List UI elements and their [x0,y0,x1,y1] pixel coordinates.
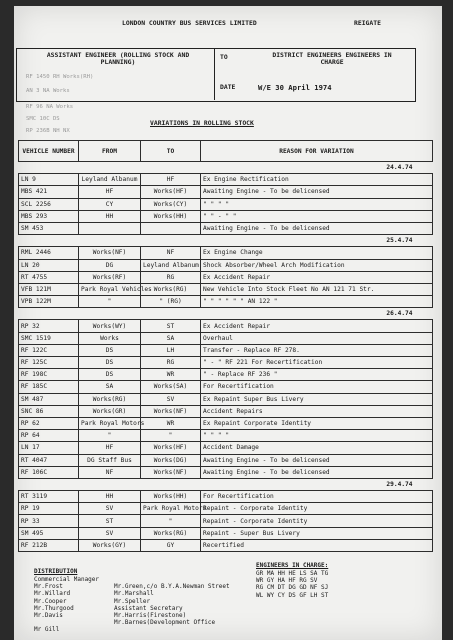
distribution-entry: Mr Gill [34,626,60,634]
from-cell: DS [79,344,141,356]
from-cell: DS [79,369,141,381]
from-cell: Works(RF) [79,271,141,283]
to-cell: Works(HF) [141,186,201,198]
vehicle-cell: SCL 2256 [19,198,79,210]
reason-cell: Ex Accident Repair [201,320,433,332]
vehicle-cell: LN 20 [19,259,79,271]
distribution-entry: Mr.Frost [34,583,63,591]
from-cell: DG Staff Bus [79,454,141,466]
rolling-stock-table [18,140,433,552]
reason-cell: Transfer - Replace RF 278. [201,344,433,356]
vehicle-cell: SMC 1519 [19,332,79,344]
distribution-entry: Mr.Thurgood [34,604,74,612]
from-cell: Leyland Albanum [79,174,141,186]
table-row [19,527,433,539]
to-cell: Works(HF) [141,442,201,454]
from-cell: Park Royal Vehicles [79,283,141,295]
reason-cell: Repaint - Corporate Identity [201,515,433,527]
from-cell: Park Royal Motors [79,417,141,429]
memo-to: DISTRICT ENGINEERS ENGINEERS IN CHARGE [272,51,392,66]
from-cell: Works [79,332,141,344]
table-row [19,369,433,381]
col-header-from: FROM [79,141,141,162]
reason-cell: For Recertification [201,381,433,393]
table-row [19,344,433,356]
vehicle-cell: RF 185C [19,381,79,393]
from-cell: NF [79,466,141,478]
ghost-line: RF 96 NA Works [26,104,74,110]
distribution-entry: Mr.Barnes(Development Office [114,619,216,627]
date-label: DATE [220,83,236,91]
to-cell: ST [141,320,201,332]
table-row [19,174,433,186]
distribution-entry: RG CM DT DG GD NF SJ [256,584,329,592]
from-cell: Works(GR) [79,405,141,417]
distribution-entry [114,576,230,583]
to-cell: Works(DG) [141,454,201,466]
reason-cell: Awaiting Engine - To be delicensed [201,454,433,466]
vehicle-cell: RP 32 [19,320,79,332]
to-cell: NF [141,247,201,259]
reason-cell: Awaiting Engine - To be delicensed [201,222,433,234]
reason-cell: Accident Damage [201,442,433,454]
distribution-entry [34,619,99,626]
date-divider: 26.4.74 [19,308,433,320]
location: REIGATE [354,19,381,27]
date-divider: 24.4.74 [19,162,433,174]
from-cell: HF [79,442,141,454]
from-cell: DS [79,357,141,369]
reason-cell: Shock Absorber/Wheel Arch Modification [201,259,433,271]
to-cell: " [141,515,201,527]
table-row [19,222,433,234]
from-cell: SV [79,527,141,539]
reason-cell: New Vehicle Into Stock Fleet No AN 121 71 Str. [201,283,433,295]
ghost-line: RF 1450 RH Works(RH) [26,74,94,80]
table-row [19,393,433,405]
reason-cell: Recertified [201,539,433,551]
section-title: VARIATIONS IN ROLLING STOCK [150,119,254,127]
distribution-label: DISTRIBUTION [34,568,78,575]
to-cell [141,222,201,234]
table-row [19,210,433,222]
vehicle-cell: SM 487 [19,393,79,405]
engineers-label: ENGINEERS IN CHARGE: [256,562,329,569]
distribution-entry: Mr.Speller [114,597,151,605]
table-row [19,283,433,295]
vehicle-cell: RT 4047 [19,454,79,466]
vehicle-cell: RP 19 [19,503,79,515]
table-row [19,454,433,466]
table-row [19,320,433,332]
vehicle-cell: RP 64 [19,430,79,442]
table-row [19,259,433,271]
from-cell: " [79,296,141,308]
reason-cell: " " " " [201,430,433,442]
table-row [19,442,433,454]
table-row [19,430,433,442]
to-cell: Works(HH) [141,491,201,503]
from-cell: HF [79,186,141,198]
from-cell: " [79,430,141,442]
distribution-mid-list [114,576,230,626]
to-cell: Leyland Albanum [141,259,201,271]
reason-cell: " - " RF 221 For Recertification [201,357,433,369]
vehicle-cell: RP 62 [19,417,79,429]
reason-cell: Repaint - Corporate Identity [201,503,433,515]
to-cell: RG [141,271,201,283]
memo-sheet [14,6,442,640]
vehicle-cell: VPB 122M [19,296,79,308]
table-row [19,381,433,393]
to-cell: GY [141,539,201,551]
distribution-entry: Mr.Cooper [34,597,67,605]
col-header-to: TO [141,141,201,162]
to-cell: WR [141,369,201,381]
distribution-entry: Mr.Marshall [114,590,154,598]
distribution-entry: WL WY CY DS GF LH ST [256,591,329,599]
table-row [19,198,433,210]
to-cell: Works(NF) [141,466,201,478]
from-cell: HH [79,491,141,503]
vehicle-cell: RT 4755 [19,271,79,283]
table-row [19,186,433,198]
to-cell: LH [141,344,201,356]
table-row [19,332,433,344]
engineers-list [256,570,328,599]
from-cell: HH [79,210,141,222]
table-row [19,539,433,551]
table-row [19,247,433,259]
to-cell: Works(NF) [141,405,201,417]
from-cell: DG [79,259,141,271]
reason-cell: Awaiting Engine - To be delicensed [201,466,433,478]
ghost-line: AN 3 NA Works [26,88,70,94]
table-row [19,515,433,527]
to-cell: Works(RG) [141,283,201,295]
from-cell: SA [79,381,141,393]
from-divider [214,48,215,100]
to-cell: RG [141,357,201,369]
to-cell: " (RG) [141,296,201,308]
table-row [19,466,433,478]
vehicle-cell: SNC 86 [19,405,79,417]
ghost-line: SMC 10C DS [26,116,60,122]
reason-cell: Ex Accident Repair [201,271,433,283]
to-cell: Works(HH) [141,210,201,222]
from-cell: CY [79,198,141,210]
ghost-line: RP 236B NH NX [26,128,70,134]
from-cell: ST [79,515,141,527]
distribution-entry: Mr.Davis [34,611,63,619]
date-divider-row [19,478,433,490]
table-row [19,357,433,369]
from-cell: Works(NF) [79,247,141,259]
vehicle-cell: MBS 421 [19,186,79,198]
date-divider-row [19,235,433,247]
distribution-entry: Assistant Secretary [114,604,183,612]
reason-cell: Repaint - Super Bus Livery [201,527,433,539]
table-row [19,503,433,515]
reason-cell: " - Replace RF 236 " [201,369,433,381]
vehicle-cell: RF 212B [19,539,79,551]
memo-date: W/E 30 April 1974 [258,83,332,92]
vehicle-cell: RT 3119 [19,491,79,503]
distribution-entry: Mr.Willard [34,590,71,598]
reason-cell: Ex Engine Change [201,247,433,259]
table-row [19,491,433,503]
reason-cell: Ex Repaint Super Bus Livery [201,393,433,405]
distribution-entry: Mr.Harris(Firestone) [114,611,187,619]
to-cell: SV [141,393,201,405]
distribution-entry: GR MA HH HE LS SA TG [256,570,329,577]
from-cell: Works(RG) [79,393,141,405]
vehicle-cell: RF 198C [19,369,79,381]
reason-cell: " " " " " " AN 122 " [201,296,433,308]
to-cell: Works(RG) [141,527,201,539]
to-cell: Works(CY) [141,198,201,210]
distribution-entry: Commercial Manager [34,576,100,583]
table-row [19,296,433,308]
table-row [19,405,433,417]
reason-cell: " " " " [201,198,433,210]
to-cell: Works(SA) [141,381,201,393]
vehicle-cell: SM 495 [19,527,79,539]
to-label: TO [220,53,228,61]
date-divider: 25.4.74 [19,235,433,247]
vehicle-cell: VFB 121M [19,283,79,295]
table-header-row [19,141,433,162]
vehicle-cell: MBS 293 [19,210,79,222]
date-divider-row [19,162,433,174]
col-header-vehicle: VEHICLE NUMBER [19,141,79,162]
reason-cell: Overhaul [201,332,433,344]
table-row [19,271,433,283]
to-cell: Park Royal Motors [141,503,201,515]
date-divider-row [19,308,433,320]
distribution-entry: Mr.Green,c/o B.Y.A.Newman Street [114,583,230,591]
vehicle-cell: RML 2446 [19,247,79,259]
to-cell: WR [141,417,201,429]
vehicle-cell: RF 125C [19,357,79,369]
from-cell: SV [79,503,141,515]
vehicle-cell: SM 453 [19,222,79,234]
memo-from: ASSISTANT ENGINEER (ROLLING STOCK AND PLANNING) [46,51,190,66]
table-row [19,417,433,429]
reason-cell: Ex Engine Rectification [201,174,433,186]
reason-cell: For Recertification [201,491,433,503]
vehicle-cell: RP 33 [19,515,79,527]
from-cell: Works(GY) [79,539,141,551]
distribution-entry: WR GY HA HF RG SV [256,577,318,585]
reason-cell: " " - " " [201,210,433,222]
vehicle-cell: RF 122C [19,344,79,356]
from-cell: Works(WY) [79,320,141,332]
vehicle-cell: RF 106C [19,466,79,478]
to-cell: SA [141,332,201,344]
vehicle-cell: LN 17 [19,442,79,454]
date-divider: 29.4.74 [19,478,433,490]
reason-cell: Awaiting Engine - To be delicensed [201,186,433,198]
col-header-reason: REASON FOR VARIATION [201,141,433,162]
company-name: LONDON COUNTRY BUS SERVICES LIMITED [122,19,257,27]
to-cell: HF [141,174,201,186]
to-cell: " [141,430,201,442]
distribution-left-list [34,576,99,634]
vehicle-cell: LN 9 [19,174,79,186]
from-cell [79,222,141,234]
reason-cell: Accident Repairs [201,405,433,417]
reason-cell: Ex Repaint Corporate Identity [201,417,433,429]
